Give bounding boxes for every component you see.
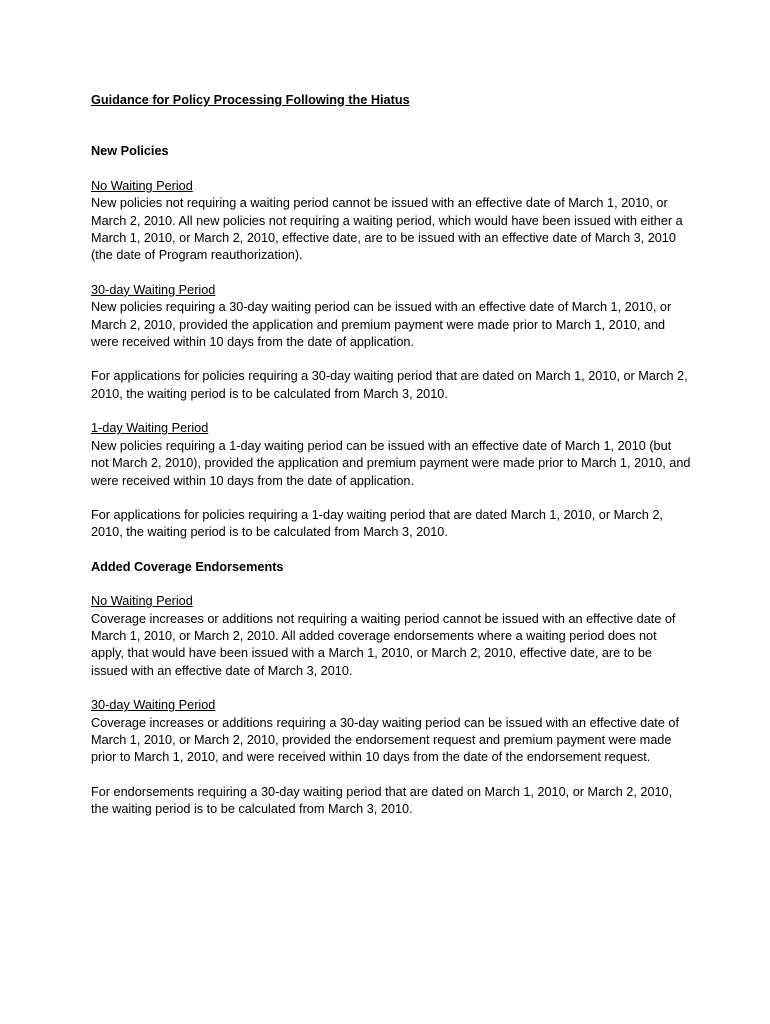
subheading-30-day-waiting-period: 30-day Waiting Period bbox=[91, 698, 216, 713]
paragraph: For endorsements requiring a 30-day waiting period that are dated on March 1, 2010, or March 2, 2010, the waiting period is to be calculated from March 3, 2010. bbox=[91, 784, 673, 817]
section-added-coverage-endorsements bbox=[91, 559, 691, 819]
subheading-1-day-waiting-period: 1-day Waiting Period bbox=[91, 421, 209, 436]
section-heading: New Policies bbox=[91, 144, 169, 159]
section-new-policies bbox=[91, 143, 691, 541]
section-heading: Added Coverage Endorsements bbox=[91, 559, 284, 574]
paragraph: New policies requiring a 30-day waiting period can be issued with an effective date of March 1, 2010, or March 2, 2010, provided the application and premium payment were made prior to March 1, 2010, and were received within 10 days from the date of application. bbox=[91, 300, 672, 350]
paragraph: New policies not requiring a waiting period cannot be issued with an effective date of March 1, 2010, or March 2, 2010. All new policies not requiring a waiting period, which would have been issued with either a March 1, 2010, or March 2, 2010, effective date, are to be issued with an effective date of March 3, 2010 (the date of Program reauthorization). bbox=[91, 196, 683, 263]
document-title: Guidance for Policy Processing Following the Hiatus bbox=[91, 93, 410, 107]
paragraph: Coverage increases or additions not requiring a waiting period cannot be issued with an effective date of March 1, 2010, or March 2, 2010. All added coverage endorsements where a waiting period does not apply, that would have been issued with a March 1, 2010, or March 2, 2010, effective date, are to be issued with an effective date of March 3, 2010. bbox=[91, 611, 676, 678]
paragraph: For applications for policies requiring a 1-day waiting period that are dated March 1, 2010, or March 2, 2010, the waiting period is to be calculated from March 3, 2010. bbox=[91, 507, 663, 540]
paragraph: For applications for policies requiring a 30-day waiting period that are dated on March 1, 2010, or March 2, 2010, the waiting period is to be calculated from March 3, 2010. bbox=[91, 369, 688, 401]
subheading-30-day-waiting-period: 30-day Waiting Period bbox=[91, 282, 216, 297]
paragraph: Coverage increases or additions requiring a 30-day waiting period can be issued with an effective date of March 1, 2010, or March 2, 2010, provided the endorsement request and premium payment were made prior to March 1, 2010, and were received within 10 days from the date of the endorsement request. bbox=[91, 715, 679, 765]
subheading-no-waiting-period: No Waiting Period bbox=[91, 178, 193, 193]
subheading-no-waiting-period: No Waiting Period bbox=[91, 594, 193, 609]
paragraph: New policies requiring a 1-day waiting period can be issued with an effective date of March 1, 2010 (but not March 2, 2010), provided the application and premium payment were made prior to March 1, 2010, and were received within 10 days from the date of application. bbox=[91, 438, 691, 488]
document-page bbox=[91, 92, 691, 836]
